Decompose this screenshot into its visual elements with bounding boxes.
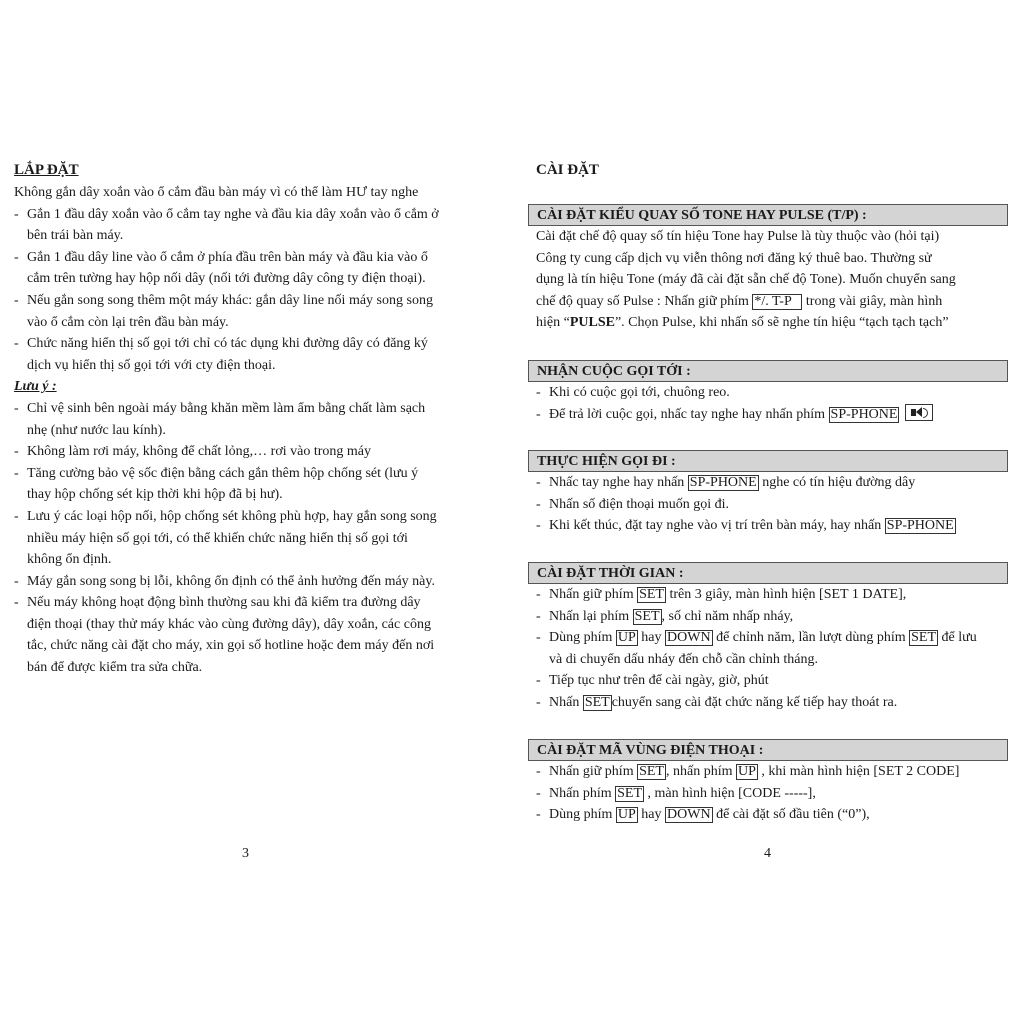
down-key: DOWN [667,630,711,646]
list-item: - Nhấn lại phím SET , số chỉ năm nhấp nháy, [536,608,794,624]
section-body [528,761,1008,826]
set-key: SET [911,630,937,646]
text-line: Cài đặt chế độ quay số tín hiệu Tone hay Pulse là tùy thuộc vào (hỏi tại) [536,229,940,244]
text-line: dụng là tín hiệu Tone (máy đã cài đặt sẵn chế độ Tone). Muốn chuyển sang [536,272,956,288]
list-item: - Khi kết thúc, đặt tay nghe vào vị trí trên bàn máy, hay nhấn SP-PHONE [536,518,954,534]
text-line: Công ty cung cấp dịch vụ viễn thông nơi đăng ký thuê bao. Thường sử [536,250,932,266]
text-line: Máy gắn song song bị lỗi, không ổn định có thể ảnh hưởng đến máy này. [27,573,435,589]
list-item: - Nếu máy không hoạt động bình thường sau khi đã kiểm tra đường dây điện thoại (thay thử máy khác vào cùng đường dây), dây xoắn, các công tắc, chức năng cài đặt cho máy, xin gọi số hotline hoặc đem máy đến nơi bán để được kiểm tra sửa chữa. [14,592,486,678]
list-item: - Nhấn phím SET , màn hình hiện [CODE -----], [536,785,816,801]
text-line: Nếu gắn song song thêm một máy khác: gắn dây line nối máy song song [27,292,433,308]
section-header: THỰC HIỆN GỌI ĐI : [528,450,1008,472]
list-item: - Khi có cuộc gọi tới, chuông reo. [536,385,730,400]
text-line: bán để được kiểm tra sửa chữa. [27,660,203,676]
list-item: - Không làm rơi máy, không để chất lỏng,… rơi vào trong máy [14,441,486,463]
text-line: không ổn định. [27,552,112,568]
list-item: - Nhấc tay nghe hay nhấn SP-PHONE nghe có tín hiệu đường dây [536,475,916,490]
section-header: NHẬN CUỘC GỌI TỚI : [528,360,1008,382]
section-header: CÀI ĐẶT KIỂU QUAY SỐ TONE HAY PULSE (T/P) : [528,204,1008,226]
up-key: UP [617,807,636,823]
text-line: thay hộp chống sét kịp thời khi hộp đã bị hư). [27,487,283,503]
section-time-setting [528,562,1008,714]
section-outgoing-call [528,450,1008,537]
text-line: vào ổ cắm còn lại trên đầu bàn máy. [27,314,229,330]
section-body [528,472,1008,537]
up-key: UP [617,630,636,646]
list-item: - Để trả lời cuộc gọi, nhấc tay nghe hay nhấn phím SP-PHONE [536,404,1008,426]
list-item: - Dùng phím UP hay DOWN để cài đặt số đầu tiên (“0”), [536,807,870,823]
list-item: - Nhấn SET chuyển sang cài đặt chức năng kế tiếp hay thoát ra. [536,694,898,710]
text-line: Chỉ vệ sinh bên ngoài máy bằng khăn mềm làm ẩm bằng chất làm sạch [27,400,426,416]
list-item: - Gắn 1 đầu dây line vào ổ cắm ở phía đầu trên bàn máy và đầu kia vào ổ cắm trên tường hay hộp nối dây (nối tới đường dây công ty điện thoại). [14,247,486,290]
section-body [528,584,1008,714]
intro-text: Không gắn dây xoắn vào ổ cắm đầu bàn máy vì có thể làm HƯ tay nghe [14,185,419,200]
text-line: Lưu ý các loại hộp nối, hộp chống sét không phù hợp, hay gắn song song [27,508,437,524]
text-line: Không làm rơi máy, không để chất lỏng,… rơi vào trong máy [27,444,371,460]
text-line: chế độ quay số Pulse : Nhấn giữ phím */. T-P trong vài giây, màn hình [536,293,943,309]
up-key: UP [737,764,756,779]
left-page-title: LẮP ĐẶT [14,162,79,178]
set-key: SET [617,785,642,801]
section-body [528,382,1008,425]
note-label: Lưu ý : [14,379,57,395]
list-item: - Nếu gắn song song thêm một máy khác: gắn dây line nối máy song song vào ổ cắm còn lại trên đầu bàn máy. [14,290,486,333]
text-line: Chức năng hiển thị số gọi tới chỉ có tác dụng khi đường dây có đăng ký [27,336,428,352]
list-item: - Nhấn số điện thoại muốn gọi đi. [536,496,730,512]
speaker-icon [905,404,933,421]
set-key: SET [639,764,664,779]
section-header: CÀI ĐẶT THỜI GIAN : [528,562,1008,584]
text-line: Tăng cường bảo vệ sốc điện bằng cách gắn thêm hộp chống sét (lưu ý [27,465,419,481]
install-list [14,204,486,377]
text-line: nhiều máy hiện số gọi tới, có thể khiến chức năng hiển thị số gọi tới [27,530,408,546]
list-item: - Tiếp tục như trên để cài ngày, giờ, phút [536,673,769,689]
down-key: DOWN [667,807,711,823]
tp-key: */. T-P [752,294,802,310]
list-item: - Dùng phím UP hay DOWN để chỉnh năm, lần lượt dùng phím SET để lưu và di chuyển dấu nháy đến chỗ cần chỉnh tháng. [536,630,977,667]
sp-phone-key: SP-PHONE [886,518,954,534]
text-line: điện thoại (thay thử máy khác vào cùng đường dây), dây xoắn, các công [27,616,431,632]
section-area-code [528,739,1008,826]
sp-phone-key: SP-PHONE [689,475,757,490]
list-item: - Máy gắn song song bị lỗi, không ổn định có thể ảnh hưởng đến máy này. [14,571,486,593]
section-header: CÀI ĐẶT MÃ VÙNG ĐIỆN THOẠI : [528,739,1008,761]
note-list [14,398,486,679]
text-line: Gắn 1 đầu dây line vào ổ cắm ở phía đầu trên bàn máy và đầu kia vào ổ [27,249,428,265]
text-line: nhẹ (như nước lau kính). [27,422,166,438]
list-item: - Gắn 1 đầu dây xoắn vào ổ cắm tay nghe và đầu kia dây xoắn vào ổ cắm ở bên trái bàn máy. [14,204,486,247]
list-item: - Chức năng hiển thị số gọi tới chỉ có tác dụng khi đường dây có đăng ký dịch vụ hiển thị số gọi tới với cty điện thoại. [14,333,486,376]
list-item: - Nhấn giữ phím SET trên 3 giây, màn hình hiện [SET 1 DATE], [536,587,907,602]
text-line: hiện “PULSE”. Chọn Pulse, khi nhấn số sẽ nghe tín hiệu “tạch tạch tạch” [536,315,949,331]
text-line: bên trái bàn máy. [27,228,124,244]
section-incoming-call [528,360,1008,425]
section-dial-mode [528,204,1008,334]
page-number-left: 3 [242,846,249,861]
section-body [528,226,1008,334]
list-item: - Lưu ý các loại hộp nối, hộp chống sét không phù hợp, hay gắn song song nhiều máy hiện số gọi tới, có thể khiến chức năng hiển thị số gọi tới không ổn định. [14,506,486,571]
set-key: SET [584,694,610,710]
list-item: - Nhấn giữ phím SET , nhấn phím UP , khi màn hình hiện [SET 2 CODE] [536,764,960,779]
list-item: - Tăng cường bảo vệ sốc điện bằng cách gắn thêm hộp chống sét (lưu ý thay hộp chống sét kịp thời khi hộp đã bị hư). [14,463,486,506]
text-line: Gắn 1 đầu dây xoắn vào ổ cắm tay nghe và đầu kia dây xoắn vào ổ cắm ở [27,206,439,222]
text-line: Nếu máy không hoạt động bình thường sau khi đã kiểm tra đường dây [27,595,421,611]
set-key: SET [639,587,664,602]
right-page-title: CÀI ĐẶT [536,162,599,178]
left-page-body [14,182,486,679]
set-key: SET [634,608,660,624]
text-line: cắm trên tường hay hộp nối dây (nối tới đường dây công ty điện thoại). [27,271,426,287]
list-item: - Chỉ vệ sinh bên ngoài máy bằng khăn mềm làm ẩm bằng chất làm sạch nhẹ (như nước lau kính). [14,398,486,441]
text-line: tắc, chức năng cài đặt cho máy, xin gọi số hotline hoặc đem máy đến nơi [27,638,435,654]
page-number-right: 4 [764,846,771,861]
sp-phone-key: SP-PHONE [830,406,898,422]
text-line: dịch vụ hiển thị số gọi tới với cty điện thoại. [27,357,276,373]
